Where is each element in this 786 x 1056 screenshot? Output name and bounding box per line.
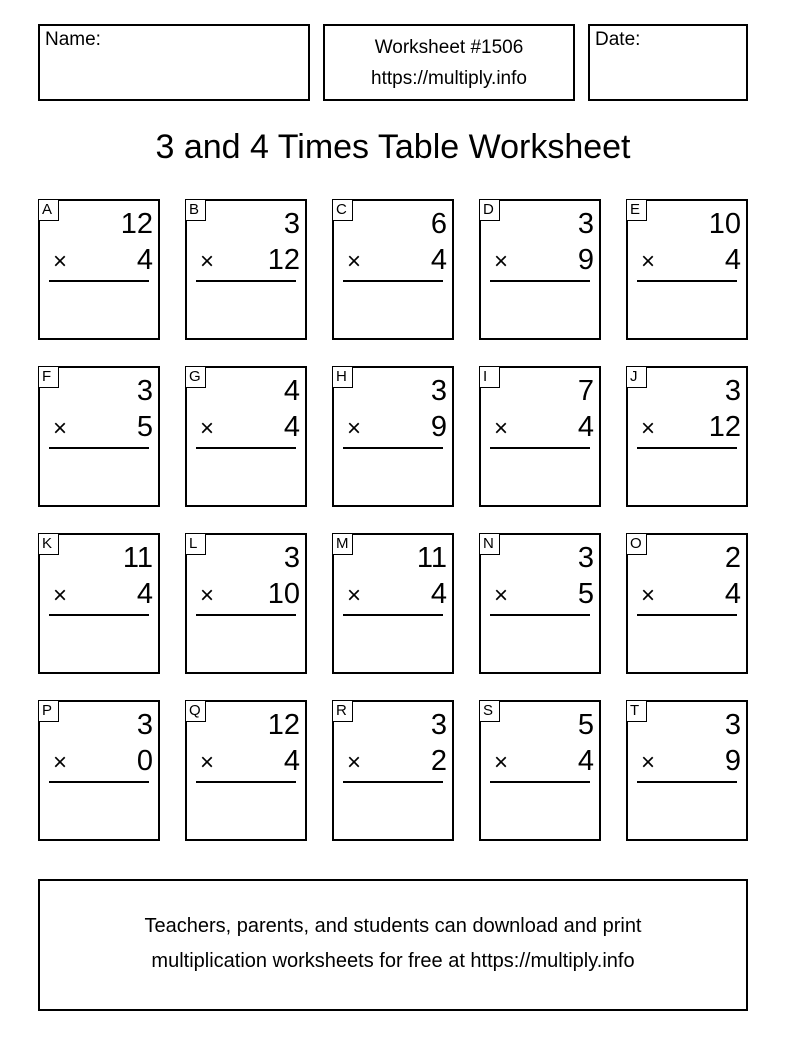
problem-letter: Q	[185, 700, 206, 722]
problem-letter: O	[626, 533, 647, 555]
problem-letter: F	[38, 366, 59, 388]
times-sign: ×	[641, 415, 656, 442]
times-sign: ×	[347, 582, 362, 609]
multiplicand: 4	[283, 375, 300, 407]
problem-box[interactable]	[38, 533, 160, 674]
times-sign: ×	[200, 415, 215, 442]
problem-box[interactable]	[332, 700, 454, 841]
date-label: Date:	[595, 29, 641, 50]
problem-box[interactable]	[332, 199, 454, 340]
multiplicand: 3	[724, 375, 741, 407]
multiplicand: 11	[416, 542, 447, 574]
problem-letter: D	[479, 199, 500, 221]
multiplicand: 3	[577, 542, 594, 574]
answer-line	[49, 280, 149, 282]
answer-line	[490, 614, 590, 616]
answer-line	[490, 447, 590, 449]
multiplicand: 3	[430, 375, 447, 407]
problem-letter: H	[332, 366, 353, 388]
answer-line	[637, 280, 737, 282]
multiplier: 10	[267, 578, 300, 610]
times-sign: ×	[641, 248, 656, 275]
multiplicand: 3	[283, 208, 300, 240]
multiplier: 9	[724, 745, 741, 777]
times-sign: ×	[53, 582, 68, 609]
answer-line	[637, 781, 737, 783]
problem-letter: N	[479, 533, 500, 555]
times-sign: ×	[494, 749, 509, 776]
multiplicand: 12	[120, 208, 153, 240]
times-sign: ×	[53, 749, 68, 776]
problem-box[interactable]	[626, 700, 748, 841]
answer-line	[343, 614, 443, 616]
problem-letter: J	[626, 366, 647, 388]
times-sign: ×	[347, 749, 362, 776]
multiplier: 4	[283, 745, 300, 777]
answer-line	[490, 280, 590, 282]
problem-letter: M	[332, 533, 353, 555]
times-sign: ×	[641, 582, 656, 609]
problem-letter: A	[38, 199, 59, 221]
multiplier: 4	[724, 578, 741, 610]
multiplicand: 2	[724, 542, 741, 574]
multiplier: 4	[136, 578, 153, 610]
times-sign: ×	[347, 248, 362, 275]
footer-text-line-2: multiplication worksheets for free at https://multiply.info	[151, 950, 635, 972]
times-sign: ×	[200, 248, 215, 275]
multiplier: 4	[577, 411, 594, 443]
date-field-box[interactable]	[588, 24, 748, 101]
problem-letter: C	[332, 199, 353, 221]
multiplier: 4	[283, 411, 300, 443]
name-label: Name:	[45, 29, 101, 50]
problem-box[interactable]	[332, 366, 454, 507]
problem-box[interactable]	[626, 199, 748, 340]
multiplicand: 3	[283, 542, 300, 574]
problem-letter: G	[185, 366, 206, 388]
multiplicand: 10	[708, 208, 741, 240]
problem-box[interactable]	[38, 199, 160, 340]
multiplier: 4	[724, 244, 741, 276]
multiplicand: 3	[430, 709, 447, 741]
problem-box[interactable]	[479, 199, 601, 340]
problem-box[interactable]	[185, 199, 307, 340]
answer-line	[490, 781, 590, 783]
page-title: 3 and 4 Times Table Worksheet	[155, 128, 631, 166]
worksheet-url: https://multiply.info	[371, 68, 527, 89]
problem-box[interactable]	[185, 533, 307, 674]
footer-box	[38, 879, 748, 1011]
answer-line	[637, 614, 737, 616]
worksheet-id: Worksheet #1506	[374, 37, 524, 58]
problem-letter: B	[185, 199, 206, 221]
answer-line	[343, 280, 443, 282]
problem-letter: E	[626, 199, 647, 221]
problem-letter: K	[38, 533, 59, 555]
multiplier: 12	[708, 411, 741, 443]
problem-letter: I	[479, 366, 500, 388]
multiplier: 0	[136, 745, 153, 777]
multiplier: 2	[430, 745, 447, 777]
answer-line	[196, 781, 296, 783]
problem-letter: R	[332, 700, 353, 722]
multiplier: 12	[267, 244, 300, 276]
multiplicand: 3	[136, 375, 153, 407]
multiplier: 9	[430, 411, 447, 443]
problem-box[interactable]	[38, 700, 160, 841]
multiplicand: 3	[724, 709, 741, 741]
times-sign: ×	[494, 582, 509, 609]
times-sign: ×	[200, 582, 215, 609]
answer-line	[49, 781, 149, 783]
multiplicand: 12	[267, 709, 300, 741]
problem-box[interactable]	[332, 533, 454, 674]
multiplier: 5	[136, 411, 153, 443]
times-sign: ×	[494, 415, 509, 442]
worksheet-info-box	[323, 24, 575, 101]
answer-line	[637, 447, 737, 449]
problem-letter: T	[626, 700, 647, 722]
problem-letter: P	[38, 700, 59, 722]
times-sign: ×	[200, 749, 215, 776]
multiplicand: 6	[430, 208, 447, 240]
problem-letter: L	[185, 533, 206, 555]
answer-line	[196, 614, 296, 616]
answer-line	[343, 781, 443, 783]
multiplicand: 5	[577, 709, 594, 741]
multiplicand: 7	[577, 375, 594, 407]
problem-letter: S	[479, 700, 500, 722]
problem-box[interactable]	[479, 533, 601, 674]
times-sign: ×	[53, 415, 68, 442]
multiplicand: 3	[577, 208, 594, 240]
multiplier: 4	[136, 244, 153, 276]
multiplier: 9	[577, 244, 594, 276]
answer-line	[196, 447, 296, 449]
problem-box[interactable]	[38, 366, 160, 507]
problem-box[interactable]	[185, 700, 307, 841]
answer-line	[343, 447, 443, 449]
answer-line	[49, 447, 149, 449]
problem-box[interactable]	[626, 533, 748, 674]
problem-box[interactable]	[479, 700, 601, 841]
multiplier: 5	[577, 578, 594, 610]
times-sign: ×	[641, 749, 656, 776]
problem-box[interactable]	[626, 366, 748, 507]
problem-box[interactable]	[185, 366, 307, 507]
multiplier: 4	[430, 578, 447, 610]
footer-text-line-1: Teachers, parents, and students can download and print	[144, 915, 642, 937]
answer-line	[49, 614, 149, 616]
multiplicand: 11	[122, 542, 153, 574]
multiplier: 4	[430, 244, 447, 276]
multiplicand: 3	[136, 709, 153, 741]
multiplier: 4	[577, 745, 594, 777]
times-sign: ×	[53, 248, 68, 275]
name-field-box[interactable]	[38, 24, 310, 101]
problem-box[interactable]	[479, 366, 601, 507]
answer-line	[196, 280, 296, 282]
times-sign: ×	[347, 415, 362, 442]
times-sign: ×	[494, 248, 509, 275]
